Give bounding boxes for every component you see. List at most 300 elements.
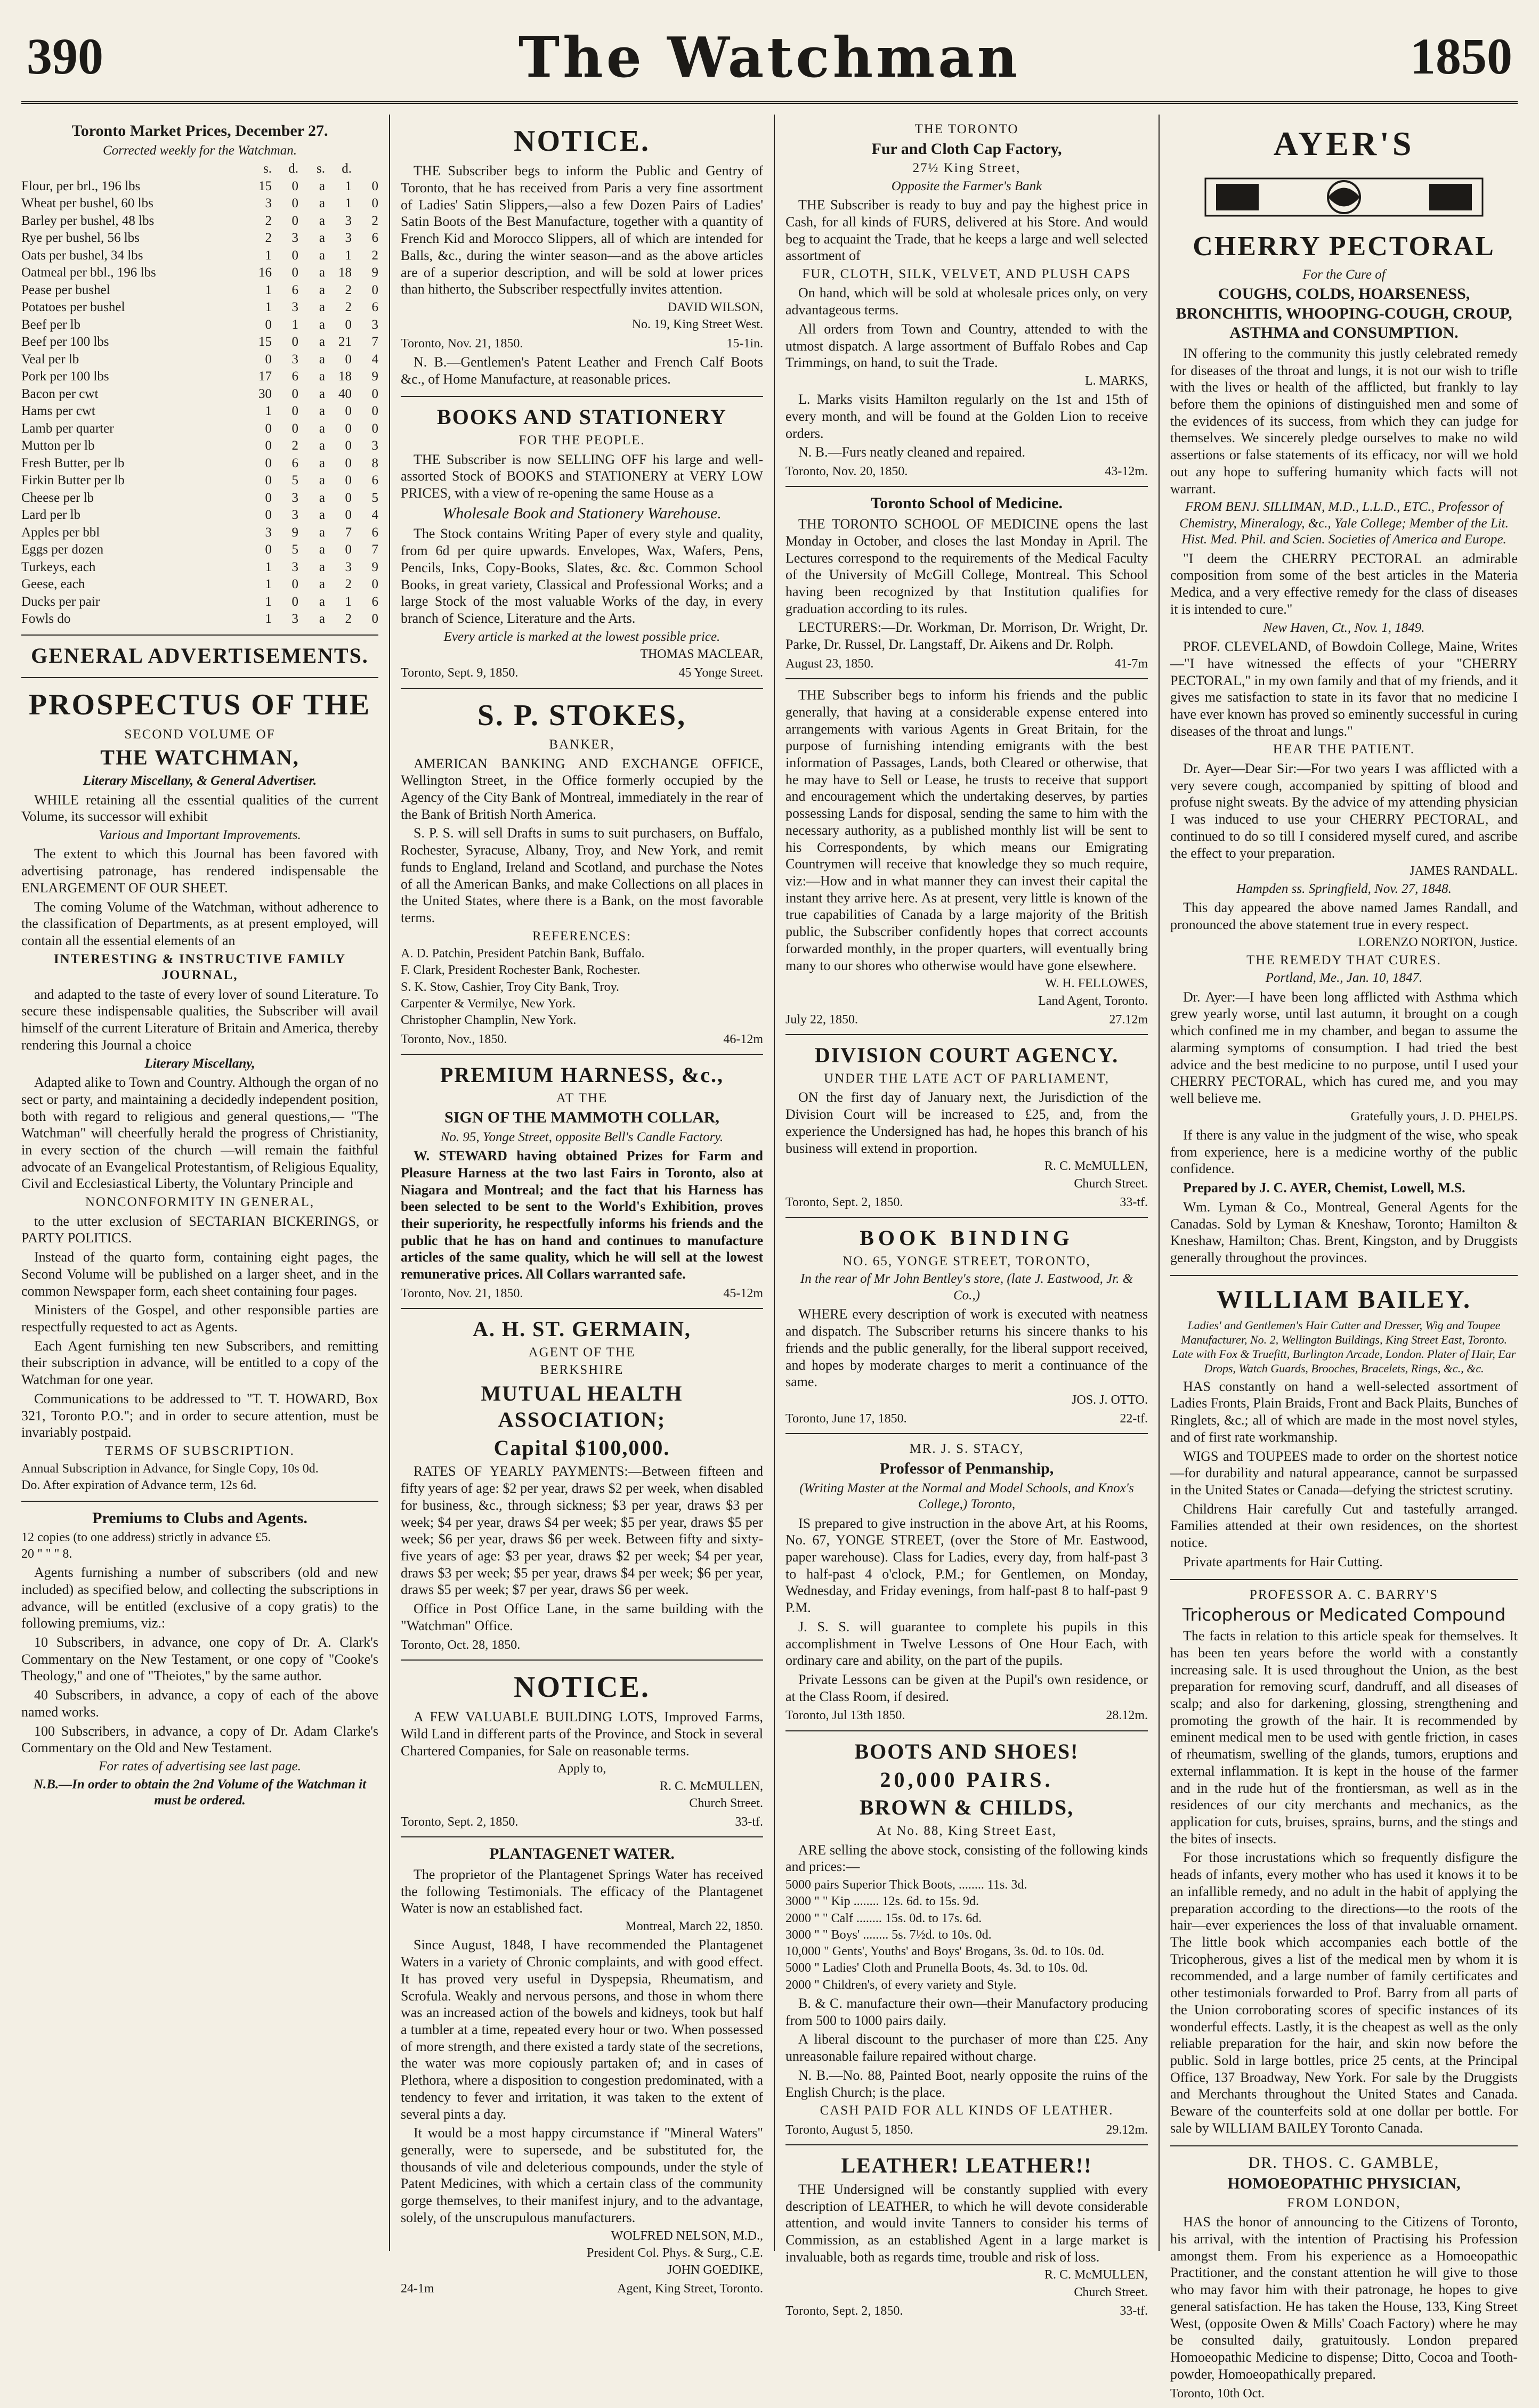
price-value: 7 [371, 542, 378, 557]
prospectus [21, 678, 378, 1502]
date: Toronto, August 5, 1850. [785, 2122, 913, 2137]
paragraph: HAS constantly on hand a well-selected assortment of Ladies Fronts, Plain Braids, Front and Back Plaits, Bunches of Ringlets, &c.; all of which are made in the most novel styles, and of first rate workmanship. [1170, 1378, 1518, 1445]
dateline: Hampden ss. Springfield, Nov. 27, 1848. [1236, 881, 1452, 896]
price-value: 0 [345, 508, 352, 523]
premium-item: 20 " " " 8. [21, 1547, 72, 1561]
price-value: 18 [338, 265, 352, 280]
paragraph: Each Agent furnishing ten new Subscribers, and remitting their subscription in advance, will be entitled to a copy of the Watchman for one year. [21, 1338, 378, 1388]
price-value: a [319, 248, 325, 263]
paragraph: N. B.—Gentlemen's Patent Leather and French Calf Boots &c., of Home Manufacture, at reasonable prices. [401, 354, 763, 387]
table-row [21, 420, 378, 438]
page-number: 390 [27, 28, 103, 85]
paragraph: Wm. Lyman & Co., Montreal, General Agents for the Canadas. Sold by Lyman & Kneshaw, Toronto; Hamilton & Kneshaw, Hamilton; Chas. Brent, Kingston, and by Druggists generally throughout the provinces. [1170, 1199, 1518, 1266]
paragraph: IN offering to the community this justly celebrated remedy for diseases of the throat and lungs, it is not our wish to trifle with the lives or health of the afflicted, but frankly to lay before them the opinions of distinguished men and some of the evidences of its success, from which they can judge for themselves. We sincerely pledge ourselves to make no wild assertions or false statements of its efficacy, nor will we hold out any hope to suffering humanity which facts will not warrant. [1170, 345, 1518, 497]
table-row [21, 316, 378, 334]
price-value: 0 [345, 438, 352, 453]
signature: R. C. McMULLEN, [1044, 2268, 1148, 2282]
paragraph: and adapted to the taste of every lover of sound Literature. To secure these indispensable qualities, the Subscriber will avail himself of the current Literature of Britain and America, thereby rendering this Journal a choice [21, 986, 378, 1053]
prospectus-paper: THE WATCHMAN, [100, 745, 299, 770]
paragraph: IS prepared to give instruction in the above Art, at his Rooms, No. 67, YONGE STREET, (over the Store of Mr. Eastwood, paper warehouse). Class for Ladies, every day, from half-past 3 to half-past 4 o'clock, P.M.; for Gentlemen, on Monday, Wednesday, and Friday evenings, from half-past 8 to half-past 9 P.M. [785, 1515, 1148, 1616]
signature: DAVID WILSON, [667, 300, 763, 315]
price-value: 2 [345, 612, 352, 627]
price-value: a [319, 335, 325, 349]
signature: JAMES RANDALL. [1410, 864, 1518, 878]
prospectus-title: PROSPECTUS OF THE [28, 688, 371, 722]
price-value: 0 [291, 178, 298, 193]
boots-item: 3000 " " Kip ........ 12s. 6d. to 15s. 9d. [785, 1894, 979, 1909]
table-row [21, 559, 378, 576]
boots-firm: BROWN & CHILDS, [859, 1795, 1074, 1820]
price-value: 0 [265, 473, 272, 488]
price-value: 6 [371, 473, 378, 488]
paragraph: WIGS and TOUPEES made to order on the shortest notice—for durability and natural appearance, cannot be surpassed in the United States or Canada—defying the strictest scrutiny. [1170, 1448, 1518, 1498]
price-item: Fresh Butter, per lb [21, 455, 125, 470]
price-value: 0 [345, 490, 352, 505]
ad-code: 46-12m [723, 1032, 763, 1046]
price-value: 3 [291, 352, 298, 367]
dateline: New Haven, Ct., Nov. 1, 1849. [1263, 620, 1425, 635]
subheading: HEAR THE PATIENT. [1273, 742, 1415, 757]
price-value: 1 [345, 178, 352, 193]
paragraph: J. S. S. will guarantee to complete his pupils in this accomplishment in Twelve Lessons of One Hour Each, with ordinary care and ability, on the part of the pupils. [785, 1618, 1148, 1669]
paragraph: The proprietor of the Plantagenet Springs Water has received the following Testimonials. The efficacy of the Plantagenet Water is now an established fact. [401, 1866, 763, 1916]
premium-harness [401, 1055, 763, 1309]
newspaper-page [21, 21, 1518, 2401]
table-row [21, 403, 378, 420]
paragraph: THE Subscriber is now SELLING OFF his large and well-assorted Stock of BOOKS and STATIONERY at VERY LOW PRICES, with a view of re-opening the same House as a [401, 451, 763, 501]
price-item: Wheat per bushel, 60 lbs [21, 196, 153, 211]
testimonial-source: FROM BENJ. SILLIMAN, M.D., L.L.D., ETC., Professor of Chemistry, Mineralogy, &c., Yale College; Member of the Lit. Hist. Med. Phil. and Scien. Societies of America and Europe. [1179, 500, 1509, 547]
ad-code: 33-tf. [1120, 2304, 1148, 2318]
ad-code: 33-tf. [1120, 1195, 1148, 1209]
table-row [21, 230, 378, 247]
ad-code: 24-1m [401, 2282, 434, 2296]
price-value: 2 [371, 248, 378, 263]
price-value: 6 [371, 594, 378, 609]
price-value: 9 [371, 369, 378, 384]
table-row [21, 576, 378, 593]
paragraph: Dr. Ayer—Dear Sir:—For two years I was afflicted with a very severe cough, accompanied by spitting of blood and profuse night sweats. By the advice of my attending physician I was induced to use your CHERRY PECTORAL, and continued to do so till I considered myself cured, and ascribe the effect to your preparation. [1170, 760, 1518, 861]
notice-slippers [401, 115, 763, 397]
date: Toronto, Oct. 28, 1850. [401, 1638, 521, 1652]
subheading: THE REMEDY THAT CURES. [1246, 953, 1441, 967]
price-value: 0 [345, 404, 352, 419]
market-title: Toronto Market Prices, December 27. [71, 122, 328, 140]
paragraph: For those incrustations which so frequently disfigure the heads of infants, every mother who has used it knows it to be an infallible remedy, and no adult in the habit of applying the preparation according to the directions—to the roots of the hair—ever experiences the loss of that invaluable ornament. The little book which accompanies each bottle of the Tricopherous, gives a list of the medical men by whom it is recommended, and a large number of family certificates and other testimonials forwarded to Prof. Barry from all parts of the Union corroborating scores of specific instances of its wonderful effects. Lastly, it is the cheapest as well as the only reliable preparation for the hair, and skin now before the public. Sold in large bottles, price 25 cents, at the Principal Office, 137 Broadway, New York. For sale by the Druggists and Merchants throughout the United States and Canada. Beware of the counterfeits sold at one dollar per bottle. For sale by WILLIAM BAILEY Toronto Canada. [1170, 1850, 1518, 2136]
terms-title: TERMS OF SUBSCRIPTION. [105, 1444, 295, 1458]
paragraph: Dr. Ayer:—I have been long afflicted with Asthma which grew yearly worse, until last autumn, it brought on a cough which confined me in my chamber, and began to assume the alarming symptoms of consumption. I had tried the best advice and the best medicine to no purpose, until I used your CHERRY PECTORAL, which has cured me, and you may well believe me. [1170, 989, 1518, 1107]
at-the: AT THE [556, 1091, 608, 1105]
ad-code: 45-12m [723, 1286, 763, 1300]
price-value: 3 [291, 612, 298, 627]
table-row [21, 437, 378, 455]
price-value: 0 [345, 542, 352, 557]
division-title: DIVISION COURT AGENCY. [814, 1043, 1119, 1068]
price-value: 2 [345, 282, 352, 297]
price-item: Eggs per dozen [21, 542, 104, 557]
paragraph: THE TORONTO SCHOOL OF MEDICINE opens the last Monday in October, and closes the last Monday in April. The Lectures correspond to the requirements of the Medical Faculty of the University of McGill College, Montreal. This School having been recognized by that Institution qualifies for graduation according to its rules. [785, 516, 1148, 616]
paragraph: WHILE retaining all the essential qualities of the current Volume, its successor will exhibit [21, 792, 378, 825]
paragraph: LECTURERS:—Dr. Workman, Dr. Morrison, Dr. Wright, Dr. Parke, Dr. Russel, Dr. Langstaff, Dr. Aikens and Dr. Rolph. [785, 620, 1148, 653]
price-value: 0 [291, 265, 298, 280]
paragraph: PROF. CLEVELAND, of Bowdoin College, Maine, Writes—"I have witnessed the effects of your "CHERRY PECTORAL," in my own family and that of my friends, and it gives me satisfaction to state in its favor that no medicine I have ever known has proved so eminently successful in curing diseases of the throat and lungs." [1170, 639, 1518, 739]
paragraph: It would be a most happy circumstance if "Mineral Waters" generally, were to supersede, and be substituted for, the thousands of vile and deleterious compounds, under the style of Patent Medicines, with which a certain class of the community gorge themselves, to their manifest injury, and to the advantage, solely, of the unscrupulous manufacturers. [401, 2125, 763, 2225]
paragraph: "I deem the CHERRY PECTORAL an admirable composition from some of the best articles in the Materia Medica, and a very effective remedy for the class of diseases it is intended to cure." [1170, 550, 1518, 617]
address: Church Street. [1074, 1176, 1148, 1191]
paragraph: The coming Volume of the Watchman, without adherence to the classification of Departments, as at present employed, will contain all the essential elements of an [21, 899, 378, 949]
address: No. 19, King Street West. [631, 318, 763, 332]
table-row [21, 178, 378, 196]
william-bailey [1170, 1276, 1518, 1580]
subheading: Various and Important Improvements. [99, 827, 301, 842]
price-item: Oats per bushel, 34 lbs [21, 248, 143, 263]
price-value: 7 [345, 525, 352, 540]
ayer-cherry-pectoral [1170, 115, 1518, 1276]
reference: F. Clark, President Rochester Bank, Rochester. [401, 963, 641, 978]
price-value: 3 [265, 525, 272, 540]
table-row [21, 264, 378, 282]
price-header-cell: s. [317, 161, 325, 176]
date: July 22, 1850. [785, 1012, 858, 1027]
paragraph: The Stock contains Writing Paper of every style and quality, from 6d per quire upwards. Envelopes, Wax, Wafers, Pens, Pencils, Inks, Copy-Books, Slates, &c. &c. Common School Books, in great variety, Classical and Professional Works; and a large Stock of the most valuable Works of the day, in every branch of Science, Literature and the Arts. [401, 526, 763, 626]
bailey-title: WILLIAM BAILEY. [1216, 1285, 1471, 1314]
paragraph: THE Subscriber is ready to buy and pay the highest price in Cash, for all kinds of FURS, delivered at his Store. And would beg to acquaint the Trade, that he keeps a large and well selected assortment of [785, 197, 1148, 264]
price-value: 9 [371, 559, 378, 574]
table-row [21, 507, 378, 524]
price-item: Veal per lb [21, 352, 79, 367]
price-value: 0 [291, 386, 298, 401]
stacy-sub: Professor of Penmanship, [879, 1459, 1054, 1477]
signature: L. MARKS, [1084, 374, 1148, 388]
paragraph: Office in Post Office Lane, in the same building with the "Watchman" Office. [401, 1601, 763, 1633]
paragraph: RATES OF YEARLY PAYMENTS:—Between fifteen and fifty years of age: $2 per year, draws $2 per week, when disabled for business, &c., through sickness; $3 per year, draws $3 per week; $4 per year, draws $4 per week; $5 per year, draws $5 per week; $6 per year, draws $6 per week. Between fifty and sixty-five years of age: $3 per year, draws $2 per week; $4 per year, draws $3 per week; $5 per year, draws $4 per week; $6 per year, draws $5 per week; $7 per year, draws $6 per week. [401, 1463, 763, 1598]
price-item: Bacon per cwt [21, 386, 99, 401]
paragraph: HAS the honor of announcing to the Citizens of Toronto, his arrival, with the intention of Practising his Profession amongst them. From his experience as a Homoeopathic Practitioner, and the constant attention he will give to those who may favor him with their patronage, he hopes to give general satisfaction. He has taken the House, 133, King Street West, (opposite Owen & Mills' Coach Factory) where he may be consulted daily, gratuitously. London prepared Homoeopathic Medicine to dispense; Ditto, Cocoa and Tooth-powder, Homoeopathically prepared. [1170, 2214, 1518, 2382]
newspaper-title: The Watchman [518, 25, 1021, 90]
date: Toronto, Sept. 2, 1850. [401, 1815, 519, 1829]
price-value: 1 [265, 612, 272, 627]
price-item: Turkeys, each [21, 559, 96, 574]
premium-item: 40 Subscribers, in advance, a copy of each of the above named works. [21, 1687, 378, 1720]
date: Toronto, Nov. 21, 1850. [401, 336, 523, 351]
boots-title: BOOTS AND SHOES! [854, 1739, 1079, 1763]
table-row [21, 282, 378, 299]
price-value: 1 [291, 317, 298, 332]
price-value: 0 [265, 508, 272, 523]
price-value: 0 [265, 317, 272, 332]
paragraph: B. & C. manufacture their own—their Manufactory producing from 500 to 1000 pairs daily. [785, 1995, 1148, 2028]
boots-and-shoes [785, 1731, 1148, 2145]
price-value: 1 [345, 594, 352, 609]
ayer-for: For the Cure of [1302, 267, 1386, 282]
price-value: 5 [291, 542, 298, 557]
column-rule [774, 115, 775, 2251]
price-value: 3 [265, 196, 272, 211]
premium-item: For rates of advertising see last page. [99, 1759, 301, 1774]
leather [785, 2145, 1148, 2325]
binding-title: BOOK BINDING [860, 1226, 1074, 1250]
price-item: Beef per 100 lbs [21, 335, 109, 349]
ad-code: 43-12m. [1105, 465, 1148, 479]
price-value: a [319, 594, 325, 609]
price-value: 1 [265, 594, 272, 609]
price-value: a [319, 369, 325, 384]
price-value: 0 [265, 455, 272, 470]
price-value: a [319, 455, 325, 470]
price-value: 0 [265, 352, 272, 367]
note: Every article is marked at the lowest possible price. [443, 629, 720, 644]
goods: FUR, CLOTH, SILK, VELVET, AND PLUSH CAPS [802, 266, 1131, 281]
section-heading: GENERAL ADVERTISEMENTS. [31, 643, 369, 668]
price-value: 1 [345, 248, 352, 263]
price-item: Lamb per quarter [21, 421, 114, 436]
signature: W. H. FELLOWES, [1044, 977, 1148, 991]
table-row [21, 351, 378, 369]
rear: In the rear of Mr John Bentley's store, (late J. Eastwood, Jr. & Co.,) [800, 1272, 1133, 1303]
price-value: a [319, 438, 325, 453]
price-value: 2 [265, 231, 272, 246]
penmanship [785, 1434, 1148, 1731]
price-value: 0 [371, 577, 378, 592]
paragraph: Prepared by J. C. AYER, Chemist, Lowell, M.S. [1183, 1180, 1465, 1196]
price-value: 3 [291, 508, 298, 523]
general-advertisements-heading [21, 636, 378, 679]
price-header-cell: d. [288, 161, 298, 176]
table-row [21, 524, 378, 542]
price-item: Fowls do [21, 612, 71, 627]
notice-title: NOTICE. [514, 125, 650, 158]
subheading: Wholesale Book and Stationery Warehouse. [442, 504, 722, 522]
paragraph: If there is any value in the judgment of the wise, who speak from experience, here is a medicine worthy of the public confidence. [1170, 1127, 1518, 1177]
price-value: a [319, 265, 325, 280]
price-value: 8 [371, 455, 378, 470]
stokes-title: S. P. STOKES, [477, 698, 687, 732]
terms-line: Do. After expiration of Advance term, 12s 6d. [21, 1478, 257, 1492]
stacy-role: (Writing Master at the Normal and Model Schools, and Knox's College,) Toronto, [799, 1480, 1134, 1512]
signature: WOLFRED NELSON, M.D., [611, 2228, 763, 2243]
column-3 [785, 115, 1148, 2318]
price-item: Rye per bushel, 56 lbs [21, 231, 140, 246]
price-item: Hams per cwt [21, 404, 95, 419]
factory-title: THE TORONTO [914, 122, 1019, 136]
subheading: INTERESTING & INSTRUCTIVE FAMILY JOURNAL, [53, 951, 346, 983]
table-row [21, 611, 378, 628]
date: Toronto, Sept. 9, 1850. [401, 666, 519, 680]
price-value: 0 [371, 196, 378, 211]
dr-gamble [1170, 2146, 1518, 2408]
price-value: 0 [345, 455, 352, 470]
paragraph: Since August, 1848, I have recommended the Plantagenet Waters in a variety of Chronic complaints, and with good effect. It has proved very useful in Dyspepsia, Rheumatism, and Scrofula. Weakly and nervous persons, and those in whom there was an increased action of the bowels and kidneys, took but half a tumbler at a time, repeated every hour or two. When possessed of more strength, and there existed a tardy state of the secretions, the water was more copiously partaken of; and in cases of Plethora, where a disposition to congestion predominated, with a tendency to fever and irritation, it was taken to the extent of several pints a day. [401, 1937, 763, 2122]
price-header-cell: s. [263, 161, 272, 176]
price-value: a [319, 196, 325, 211]
price-value: a [319, 404, 325, 419]
paragraph: W. STEWARD having obtained Prizes for Farm and Pleasure Harness at the two last Fairs in Toronto, also at Niagara and Montreal; and the fact that his Harness has been selected to be sent to the World's Exhibition, proves their superiority, he respectfully informs his friends and the public that he has on hand and continues to manufacture articles of the same quality, which he will sell at the lowest remunerative prices. All Collars warranted safe. [401, 1148, 763, 1282]
price-value: 0 [291, 421, 298, 436]
price-value: 2 [345, 577, 352, 592]
price-value: 1 [265, 282, 272, 297]
ad-code: 22-tf. [1120, 1412, 1148, 1426]
price-value: 2 [265, 213, 272, 228]
price-value: 6 [291, 455, 298, 470]
price-value: a [319, 213, 325, 228]
price-value: a [319, 317, 325, 332]
notice-title: NOTICE. [514, 1670, 650, 1704]
barry-sub: Tricopherous or Medicated Compound [1182, 1605, 1506, 1625]
table-row [21, 455, 378, 473]
price-item: Oatmeal per bbl., 196 lbs [21, 265, 156, 280]
books-sub: FOR THE PEOPLE. [519, 433, 645, 448]
address: No. 95, Yonge Street, opposite Bell's Candle Factory. [440, 1129, 724, 1144]
column-4 [1170, 115, 1518, 2401]
ayer-product: CHERRY PECTORAL [1193, 231, 1495, 262]
price-value: 2 [291, 438, 298, 453]
books-title: BOOKS AND STATIONERY [437, 405, 727, 429]
barry-title: PROFESSOR A. C. BARRY'S [1249, 1587, 1439, 1602]
price-value: 5 [371, 490, 378, 505]
price-value: 4 [371, 352, 378, 367]
price-value: a [319, 490, 325, 505]
notice-lots [401, 1661, 763, 1838]
plantagenet-title: PLANTAGENET WATER. [489, 1845, 675, 1863]
medicine-title: Toronto School of Medicine. [870, 494, 1063, 512]
price-item: Cheese per lb [21, 490, 94, 505]
price-item: Firkin Butter per lb [21, 473, 125, 488]
stokes-sub: BANKER, [549, 737, 615, 752]
paragraph: The extent to which this Journal has been favored with advertising patronage, has rendered indispensable the ENLARGEMENT OF OUR SHEET. [21, 846, 378, 896]
paragraph: AMERICAN BANKING AND EXCHANGE OFFICE, Wellington Street, in the Office formerly occupied by the Agency of the City Bank of Montreal, immediately in the rear of the Bank of British North America. [401, 755, 763, 822]
price-value: a [319, 421, 325, 436]
reference: Christopher Champlin, New York. [401, 1013, 577, 1028]
price-value: 3 [291, 490, 298, 505]
column-rule [1159, 115, 1160, 2251]
table-row [21, 472, 378, 490]
price-value: 0 [345, 317, 352, 332]
paragraph: ARE selling the above stock, consisting of the following kinds and prices:— [785, 1842, 1148, 1875]
price-item: Beef per lb [21, 317, 81, 332]
price-item: Ducks per pair [21, 594, 100, 609]
date: Toronto, Nov., 1850. [401, 1032, 507, 1046]
signature: Gratefully yours, J. D. PHELPS. [1350, 1109, 1518, 1124]
harness-sign: SIGN OF THE MAMMOTH COLLAR, [444, 1109, 719, 1127]
table-row [21, 247, 378, 265]
price-item: Barley per bushel, 48 lbs [21, 213, 155, 228]
ad-code: 15-1in. [726, 336, 763, 351]
price-value: 4 [371, 508, 378, 523]
factory-sub: Fur and Cloth Cap Factory, [871, 140, 1062, 158]
price-item: Pease per bushel [21, 282, 110, 297]
table-row [21, 333, 378, 351]
boots-item: 2000 " " Calf ........ 15s. 0d. to 17s. 6d. [785, 1911, 982, 1925]
paragraph: THE Subscriber begs to inform the Public and Gentry of Toronto, that he has received from Paris a very fine assortment of Ladies' Satin Slippers,—also a few Dozen Pairs of Ladies' Satin Boots of the Best Manufacture, together with a quantity of French Kid and Morocco Slippers, all of which are intended for Balls, &c., during the winter season—and as the above articles are of a superior description, and will be sold at lower prices than hitherto, the Subscriber respectfully invites attention. [401, 163, 763, 297]
date: Toronto, Sept. 2, 1850. [785, 1195, 903, 1209]
paragraph: THE Subscriber begs to inform his friends and the public generally, that having at a considerable expense entered into arrangements with various Agents in Great Britain, for the purpose of furnishing intending emigrants with the best information of Passages, Lands, both Cleared or otherwise, that he may have to Sell or Lease, he trusts to receive that support and encouragement which the undertaking deserves, by parties possessing Lands for disposal, sending the same to him with the necessary authority, as a published monthly list will be sent to his Correspondents, by which means our Emigrating Countrymen will receive that knowledge they so much require, viz:—How and in what manner they can invest their capital the instant they arrive here. As at present, very little is known of the true capabilities of Canada by a large majority of the British public, the Subscriber confidently hopes that correct accounts forwarded monthly, in the proper quarters, will eventually bring many to our shores who otherwise would have gone elsewhere. [785, 687, 1148, 973]
price-item: Flour, per brl., 196 lbs [21, 178, 141, 193]
price-value: 2 [345, 300, 352, 315]
masthead [21, 21, 1518, 104]
paragraph: S. P. S. will sell Drafts in sums to suit purchasers, on Buffalo, Rochester, Syracuse, Albany, Troy, and New York, and remit funds to England, Ireland and Scotland, and purchase the Notes of all the American Banks, and make Collections on all places in the United States, where there is a Bank, on the most favorable terms. [401, 825, 763, 925]
price-value: 0 [291, 248, 298, 263]
price-value: 0 [371, 178, 378, 193]
boots-item: 5000 " Ladies' Cloth and Prunella Boots, 4s. 3d. to 10s. 0d. [785, 1961, 1088, 1975]
price-value: 0 [265, 490, 272, 505]
ad-code: 28.12m. [1106, 1709, 1148, 1723]
address: Church Street. [689, 1796, 763, 1810]
reference: A. D. Patchin, President Patchin Bank, Buffalo. [401, 947, 645, 961]
cash-notice: CASH PAID FOR ALL KINDS OF LEATHER. [820, 2103, 1114, 2118]
division-sub: UNDER THE LATE ACT OF PARLIAMENT, [824, 1071, 1109, 1086]
land-agent [785, 679, 1148, 1035]
premium-item: N.B.—In order to obtain the 2nd Volume of the Watchman it must be ordered. [33, 1777, 367, 1808]
price-item: Apples per bbl [21, 525, 100, 540]
price-value: 0 [371, 386, 378, 401]
references-title: REFERENCES: [532, 929, 631, 943]
harness-title: PREMIUM HARNESS, &c., [440, 1062, 724, 1087]
price-value: 1 [265, 248, 272, 263]
association-name: MUTUAL HEALTH ASSOCIATION; [481, 1381, 683, 1431]
table-row [21, 213, 378, 230]
price-value: a [319, 231, 325, 246]
price-value: 16 [258, 265, 272, 280]
table-row [21, 541, 378, 559]
paragraph: ON the first day of January next, the Jurisdiction of the Division Court will be increased to £25, and, from the experience the Undersigned has had, he hopes this branch of his business will extend in proportion. [785, 1089, 1148, 1156]
ad-code: 33-tf. [735, 1815, 763, 1829]
paragraph: THE Undersigned will be constantly supplied with every description of LEATHER, to which he will devote considerable attention, and would invite Tanners to consider his terms of Commission, as an established Agent in a large market is invaluable, both as regards time, trouble and risk of loss. [785, 2181, 1148, 2265]
boots-item: 5000 pairs Superior Thick Boots, ........ 11s. 3d. [785, 1878, 1027, 1892]
market-prices [21, 115, 378, 636]
year: 1850 [1410, 28, 1512, 85]
gamble-title: DR. THOS. C. GAMBLE, [1248, 2153, 1440, 2171]
germain-title: A. H. ST. GERMAIN, [473, 1317, 691, 1341]
date: Toronto, Nov. 20, 1850. [785, 465, 908, 479]
opposite: Opposite the Farmer's Bank [891, 178, 1042, 193]
signature: JOHN GOEDIKE, [667, 2263, 763, 2277]
price-value: 0 [291, 213, 298, 228]
dateline: Montreal, March 22, 1850. [625, 1919, 763, 1934]
paragraph: On hand, which will be sold at wholesale prices only, on very advantageous terms. [785, 285, 1148, 318]
premium-item: Agents furnishing a number of subscribers (old and new included) as specified below, and collecting the subscriptions in advance, will be entitled (exclusive of a copy gratis) to the following premiums, viz.: [21, 1565, 378, 1631]
apply: Apply to, [557, 1762, 606, 1776]
price-item: Geese, each [21, 577, 85, 592]
stokes-banker [401, 689, 763, 1055]
gamble-sub: HOMOEOPATHIC PHYSICIAN, [1227, 2175, 1461, 2193]
price-value: 0 [371, 404, 378, 419]
price-value: a [319, 178, 325, 193]
price-value: 30 [258, 386, 272, 401]
price-item: Mutton per lb [21, 438, 95, 453]
price-value: a [319, 559, 325, 574]
price-item: Pork per 100 lbs [21, 369, 109, 384]
gamble-from: FROM LONDON, [1287, 2195, 1401, 2210]
price-value: 0 [371, 612, 378, 627]
price-value: 0 [345, 473, 352, 488]
paragraph: L. Marks visits Hamilton regularly on the 1st and 15th of every month, and will be found at the Golden Lion to receive orders. [785, 392, 1148, 441]
cap-factory [785, 115, 1148, 487]
reference: S. K. Stow, Cashier, Troy City Bank, Troy. [401, 980, 620, 994]
date: Toronto, Nov. 21, 1850. [401, 1286, 523, 1300]
price-value: a [319, 542, 325, 557]
price-value: 0 [291, 594, 298, 609]
price-value: 3 [291, 559, 298, 574]
leather-title: LEATHER! LEATHER!! [841, 2153, 1092, 2178]
column-2 [401, 115, 763, 2296]
price-value: 40 [338, 386, 352, 401]
price-value: a [319, 525, 325, 540]
paragraph: Private apartments for Hair Cutting. [1183, 1553, 1383, 1569]
price-value: 2 [371, 213, 378, 228]
price-value: 1 [265, 404, 272, 419]
price-value: 0 [265, 438, 272, 453]
price-value: 0 [371, 421, 378, 436]
